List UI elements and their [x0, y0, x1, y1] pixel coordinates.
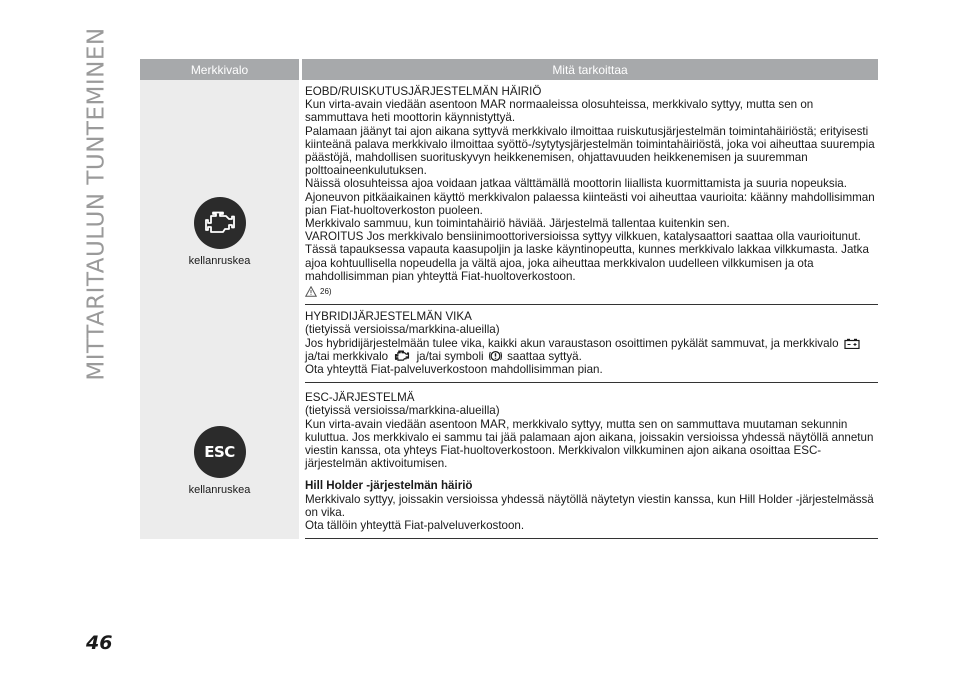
- engine-check-icon: [393, 350, 411, 362]
- esc-icon: [194, 426, 246, 478]
- table-row: [140, 80, 878, 383]
- header-warning-light: Merkkivalo: [140, 59, 299, 80]
- entry-text: saattaa syttyä.: [507, 349, 582, 363]
- entry-hybrid: [305, 305, 878, 383]
- color-label: kellanruskea: [188, 254, 251, 267]
- entry-paragraph: (tietyissä versioissa/markkina-alueilla): [305, 323, 500, 337]
- warning-light-cell: [140, 383, 299, 539]
- chapter-side-title: [82, 27, 112, 381]
- entry-paragraph: Merkkivalo sammuu, kun toimintahäiriö häviää. Järjestelmä tallentaa kuitenkin sen.: [305, 217, 730, 231]
- entry-esc: [305, 383, 878, 539]
- header-meaning: Mitä tarkoittaa: [302, 59, 878, 80]
- warning-light-cell: [140, 80, 299, 383]
- esc-icon-text: ESC: [204, 443, 235, 462]
- warning-note-icon: [305, 286, 317, 297]
- table-row: [140, 383, 878, 539]
- meaning-cell: [302, 383, 878, 539]
- entry-paragraph: Ota tällöin yhteyttä Fiat-palveluverkostoon.: [305, 519, 525, 533]
- entry-subtitle: Hill Holder -järjestelmän häiriö: [305, 479, 473, 493]
- entry-paragraph: Kun virta-avain viedään asentoon MAR, merkkivalo syttyy, mutta sen on sammuttava muutaman sekunnin kuluttua. Jos merkkivalo ei sammu tai jää palamaan ajon aikana, joissakin versioissa yhdessä näytöllä annetun viestin kanssa, ota yhteys Fiat-huoltoverkostoon. Merkkivalon vilkkuminen ajon aikana osoittaa ESC-järjestelmän aktivoitumisen.: [305, 417, 874, 471]
- meaning-cell: [302, 80, 878, 383]
- general-failure-icon: [489, 350, 502, 362]
- warning-light-table: [140, 59, 878, 539]
- table-header: [140, 59, 878, 80]
- entry-text: Jos hybridijärjestelmään tulee vika, kaikki akun varaustason osoittimen pykälät sammuvat, ja merkkivalo: [305, 336, 839, 350]
- engine-check-icon: [194, 197, 246, 249]
- entry-title: ESC-JÄRJESTELMÄ: [305, 391, 415, 405]
- note-reference: [305, 285, 878, 298]
- entry-paragraph: (tietyissä versioissa/markkina-alueilla): [305, 404, 500, 418]
- entry-text: ja/tai symboli: [416, 349, 484, 363]
- page-number: 46: [86, 632, 113, 654]
- entry-text: ja/tai merkkivalo: [305, 349, 389, 363]
- entry-paragraph: Merkkivalo syttyy, joissakin versioissa yhdessä näytöllä näytetyn viestin kanssa, kun Hill Holder -järjestelmässä on vika.: [305, 492, 874, 519]
- entry-title: HYBRIDIJÄRJESTELMÄN VIKA: [305, 310, 472, 324]
- battery-icon: [844, 338, 860, 349]
- entry-paragraph: Palamaan jäänyt tai ajon aikana syttyvä merkkivalo ilmoittaa ruiskutusjärjestelmän toimintahäiriöstä; erityisesti kiinteänä palava merkkivalo ilmoittaa syöttö-/sytytysjärjestelmän toimintahäiriöstä, joka voi aiheuttaa suurempia päästöjä, mahdollisen suorituskyvyn heikkenemisen, ohjattavuuden heikkenemisen ja suuremman polttoaineenkulutuksen.: [305, 124, 875, 178]
- entry-paragraph: Näissä olosuhteissa ajoa voidaan jatkaa välttämällä moottorin liiallista kuormittamista ja suuria nopeuksia. Ajoneuvon pitkäaikainen käyttö merkkivalon palaessa kiinteästi voi aiheuttaa vaurioita: käänny mahdollisimman pian Fiat-huoltoverkoston puoleen.: [305, 177, 875, 217]
- entry-paragraph: Kun virta-avain viedään asentoon MAR normaaleissa olosuhteissa, merkkivalo syttyy, mutta sen on sammuttava heti moottorin käynnistyttyä.: [305, 98, 814, 125]
- chapter-title-text: MITTARITAULUN TUNTEMINEN: [84, 27, 111, 381]
- color-label: kellanruskea: [188, 484, 251, 497]
- entry-paragraph: Ota yhteyttä Fiat-palveluverkostoon mahdollisimman pian.: [305, 363, 603, 377]
- entry-paragraph: VAROITUS Jos merkkivalo bensiinimoottoriversioissa syttyy vilkkuen, katalysaattori saattaa olla vaurioitunut. Tässä tapauksessa vapauta kaasupoljin ja laske käyntinopeutta, kunnes merkkivalo lakkaa vilkkumasta. Jatka ajoa kohtuullisella nopeudella ja vältä ajoa, joka aiheuttaa merkkivalon uudelleen vilkkumisen ja ota mahdollisimman pian yhteyttä Fiat-huoltoverkostoon.: [305, 230, 869, 283]
- note-reference-number: 26): [320, 287, 332, 297]
- entry-eobd: [305, 80, 878, 305]
- entry-title: EOBD/RUISKUTUSJÄRJESTELMÄN HÄIRIÖ: [305, 85, 542, 98]
